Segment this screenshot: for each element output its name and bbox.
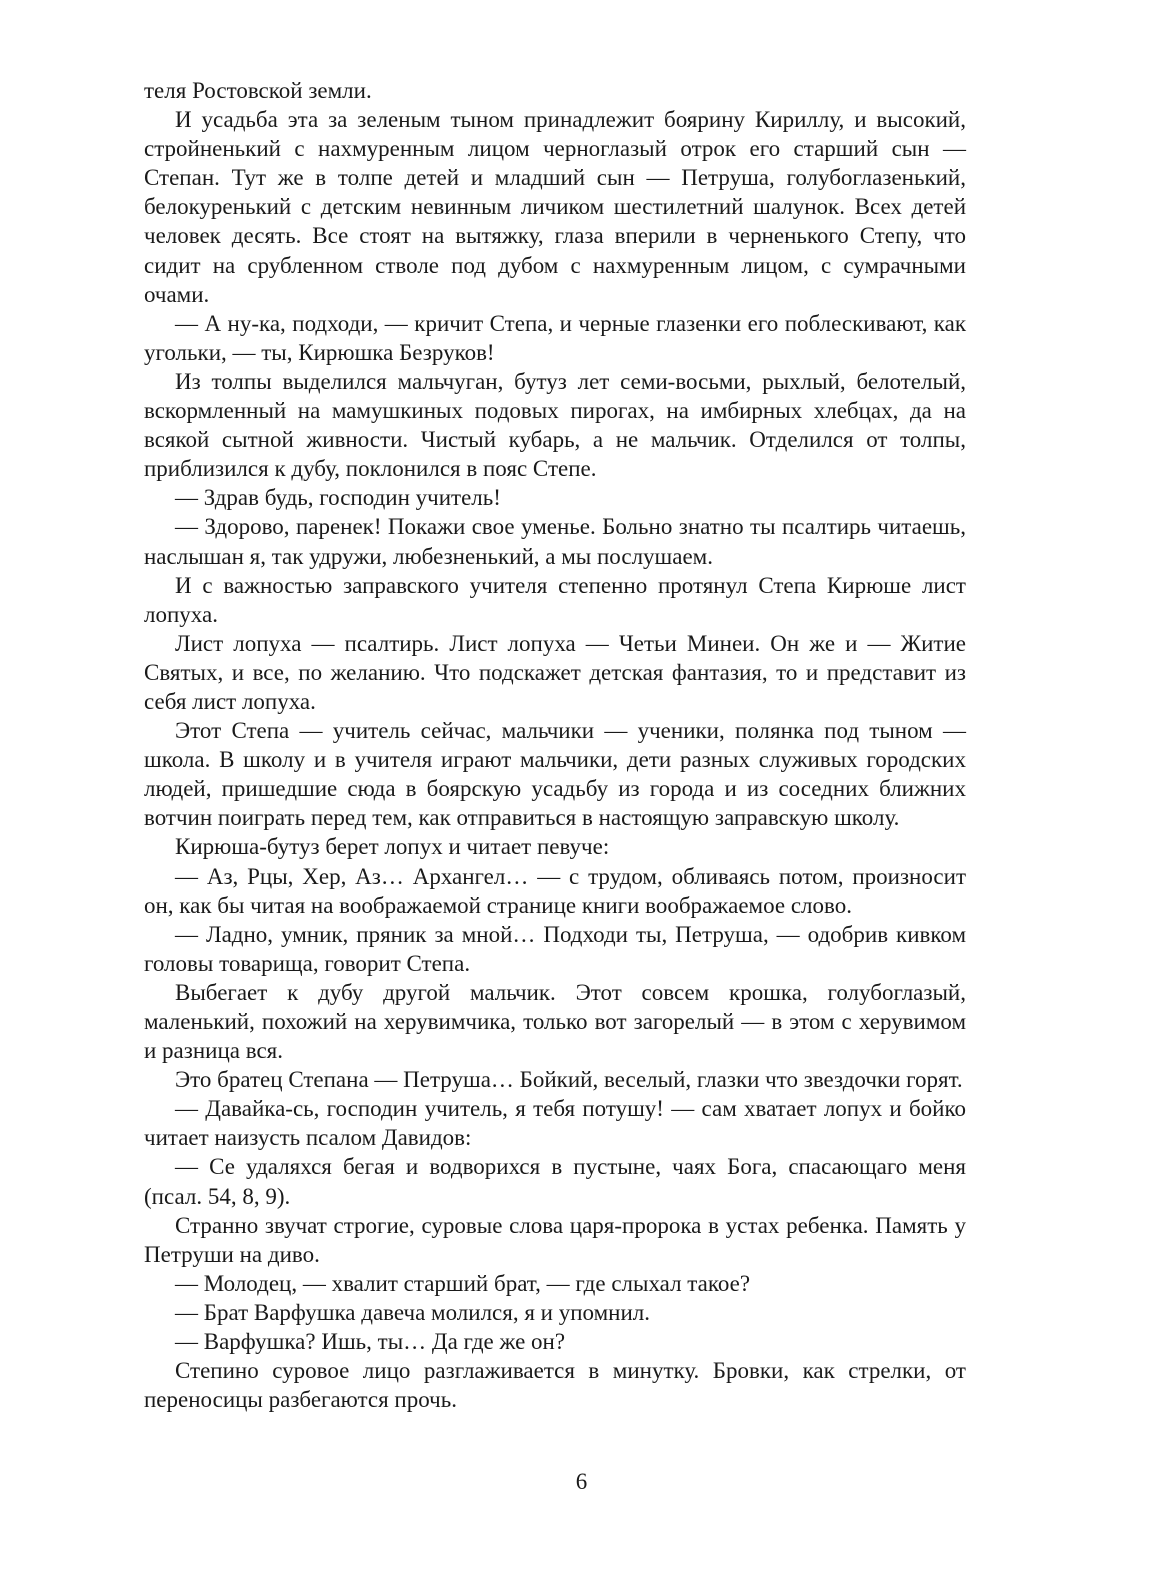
paragraph: Кирюша-бутуз берет лопух и читает певуче: — [175, 834, 610, 860]
paragraph: — Ладно, умник, пряник за мной… Подходи ты, Петруша, — одобрив кивком головы товарища, говорит Степа. — [144, 921, 966, 976]
paragraph: — А ну-ка, подходи, — кричит Степа, и черные глазенки его поблескивают, как угольки, — ты, Кирюшка Безруков! — [144, 310, 966, 365]
page-body — [144, 76, 966, 1414]
paragraph: Этот Степа — учитель сейчас, мальчики — ученики, полянка под тыном — школа. В школу и в учителя играют мальчики, дети разных служивых городских людей, пришедшие сюда в боярскую усадьбу из города и из соседних ближних вотчин поиграть перед тем, как отправиться в настоящую заправскую школу. — [144, 718, 966, 831]
paragraph: — Се удаляхся бегая и водворихся в пустыне, чаях Бога, спасающаго меня (псал. 54, 8, 9). — [144, 1154, 966, 1209]
paragraph: Лист лопуха — псалтирь. Лист лопуха — Четьи Минеи. Он же и — Житие Святых, и все, по желанию. Что подскажет детская фантазия, то и представит из себя лист лопуха. — [144, 630, 966, 714]
paragraph: — Молодец, — хвалит старший брат, — где слыхал такое? — [175, 1270, 751, 1296]
paragraph: — Здрав будь, господин учитель! — [175, 485, 501, 511]
paragraph: Степино суровое лицо разглаживается в минутку. Бровки, как стрелки, от переносицы разбегаются прочь. — [144, 1358, 966, 1413]
paragraph: И с важностью заправского учителя степенно протянул Степа Кирюше лист лопуха. — [144, 572, 966, 627]
page-number: 6 — [575, 1469, 588, 1494]
paragraph: Странно звучат строгие, суровые слова царя-пророка в устах ребенка. Память у Петруши на диво. — [144, 1212, 966, 1267]
paragraph: Это братец Степана — Петруша… Бойкий, веселый, глазки что звездочки горят. — [175, 1067, 963, 1093]
paragraph: — Варфушка? Ишь, ты… Да где же он? — [175, 1329, 566, 1355]
paragraph: — Аз, Рцы, Хер, Аз… Архангел… — с трудом, обливаясь потом, произносит он, как бы читая на воображаемой странице книги воображаемое слово. — [144, 863, 966, 918]
paragraph: И усадьба эта за зеленым тыном принадлежит боярину Кириллу, и высокий, стройненький с нахмуренным лицом черноглазый отрок его старший сын — Степан. Тут же в толпе детей и младший сын — Петруша, голубоглазенький, белокуренький с детским невинным личиком шестилетний шалунок. Всех детей человек десять. Все стоят на вытяжку, глаза вперили в черненького Степу, что сидит на срубленном стволе под дубом с нахмуренным лицом, с сумрачными очами. — [144, 107, 966, 307]
paragraph: — Давайка-сь, господин учитель, я тебя потушу! — сам хватает лопух и бойко читает наизусть псалом Давидов: — [144, 1096, 966, 1151]
paragraph: — Брат Варфушка давеча молился, я и упомнил. — [175, 1299, 651, 1325]
paragraph: теля Ростовской земли. — [144, 78, 372, 103]
paragraph: Выбегает к дубу другой мальчик. Этот совсем крошка, голубоглазый, маленький, похожий на херувимчика, только вот загорелый — в этом с херувимом и разница вся. — [144, 979, 966, 1064]
paragraph: — Здорово, паренек! Покажи свое уменье. Больно знатно ты псалтирь читаешь, наслышан я, так удружи, любезненький, а мы послушаем. — [144, 514, 966, 569]
paragraph: Из толпы выделился мальчуган, бутуз лет семи-восьми, рыхлый, белотелый, вскормленный на мамушкиных подовых пирогах, на имбирных хлебцах, да на всякой сытной живности. Чистый кубарь, а не мальчик. Отделился от толпы, приблизился к дубу, поклонился в пояс Степе. — [144, 368, 966, 482]
